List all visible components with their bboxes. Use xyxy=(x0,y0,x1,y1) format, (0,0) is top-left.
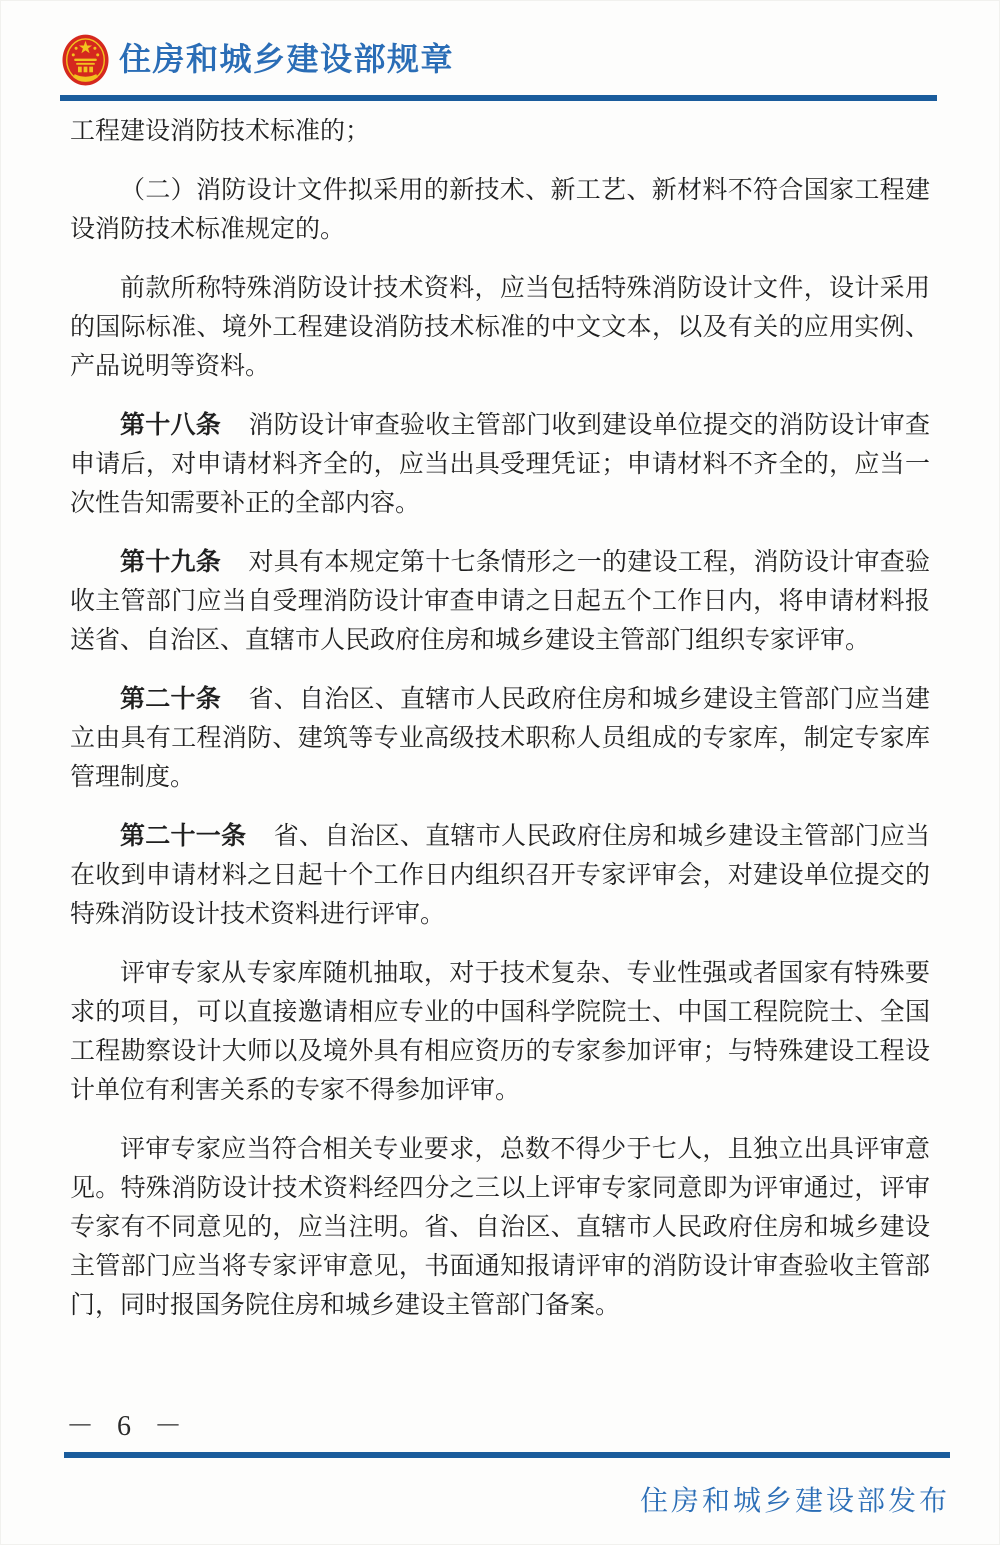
article-number: 第二十一条 xyxy=(120,822,247,850)
article-number: 第十八条 xyxy=(120,411,221,439)
article-21 xyxy=(70,817,930,934)
page-header xyxy=(62,34,454,88)
paragraph-text: 评审专家应当符合相关专业要求，总数不得少于七人，且独立出具评审意见。特殊消防设计技术资料经四分之三以上评审专家同意即为评审通过，评审专家有不同意见的，应当注明。省、自治区、直辖市人民政府住房和城乡建设主管部门应当将专家评审意见，书面通知报请评审的消防设计审查验收主管部门，同时报国务院住房和城乡建设主管部门备案。 xyxy=(70,1136,930,1319)
paragraph-text: 工程建设消防技术标准的； xyxy=(70,118,371,145)
page-number: － 6 － xyxy=(66,1411,191,1442)
article-19 xyxy=(70,543,930,660)
publisher-label: 住房和城乡建设部发布 xyxy=(639,1486,950,1517)
article-text: 消防设计审查验收主管部门收到建设单位提交的消防设计审查申请后，对申请材料齐全的，应当出具受理凭证；申请材料不齐全的，应当一次性告知需要补正的全部内容。 xyxy=(70,412,930,517)
paragraph-text: 前款所称特殊消防设计技术资料，应当包括特殊消防设计文件，设计采用的国际标准、境外工程建设消防技术标准的中文文本，以及有关的应用实例、产品说明等资料。 xyxy=(70,275,930,380)
document-type-title: 住房和城乡建设部规章 xyxy=(119,41,455,77)
china-national-emblem-icon xyxy=(62,34,109,88)
article-number: 第二十条 xyxy=(120,685,221,713)
paragraph-item-2 xyxy=(70,171,930,249)
article-20 xyxy=(70,680,930,797)
article-18 xyxy=(70,406,930,523)
paragraph xyxy=(70,1130,930,1325)
article-text: 对具有本规定第十七条情形之一的建设工程，消防设计审查验收主管部门应当自受理消防设计审查申请之日起五个工作日内，将申请材料报送省、自治区、直辖市人民政府住房和城乡建设主管部门组织专家评审。 xyxy=(70,549,930,654)
paragraph xyxy=(70,954,930,1110)
paragraph xyxy=(70,269,930,386)
footer-rule xyxy=(64,1452,950,1458)
paragraph-text: （二）消防设计文件拟采用的新技术、新工艺、新材料不符合国家工程建设消防技术标准规定的。 xyxy=(70,177,930,243)
article-number: 第十九条 xyxy=(120,548,221,576)
paragraph-continuation xyxy=(70,112,930,151)
document-body xyxy=(70,101,930,1325)
paragraph-text: 评审专家从专家库随机抽取，对于技术复杂、专业性强或者国家有特殊要求的项目，可以直接邀请相应专业的中国科学院院士、中国工程院院士、全国工程勘察设计大师以及境外具有相应资历的专家参加评审；与特殊建设工程设计单位有利害关系的专家不得参加评审。 xyxy=(70,960,930,1104)
article-text: 省、自治区、直辖市人民政府住房和城乡建设主管部门应当建立由具有工程消防、建筑等专业高级技术职称人员组成的专家库，制定专家库管理制度。 xyxy=(70,686,930,791)
article-text: 省、自治区、直辖市人民政府住房和城乡建设主管部门应当在收到申请材料之日起十个工作日内组织召开专家评审会，对建设单位提交的特殊消防设计技术资料进行评审。 xyxy=(70,823,930,928)
